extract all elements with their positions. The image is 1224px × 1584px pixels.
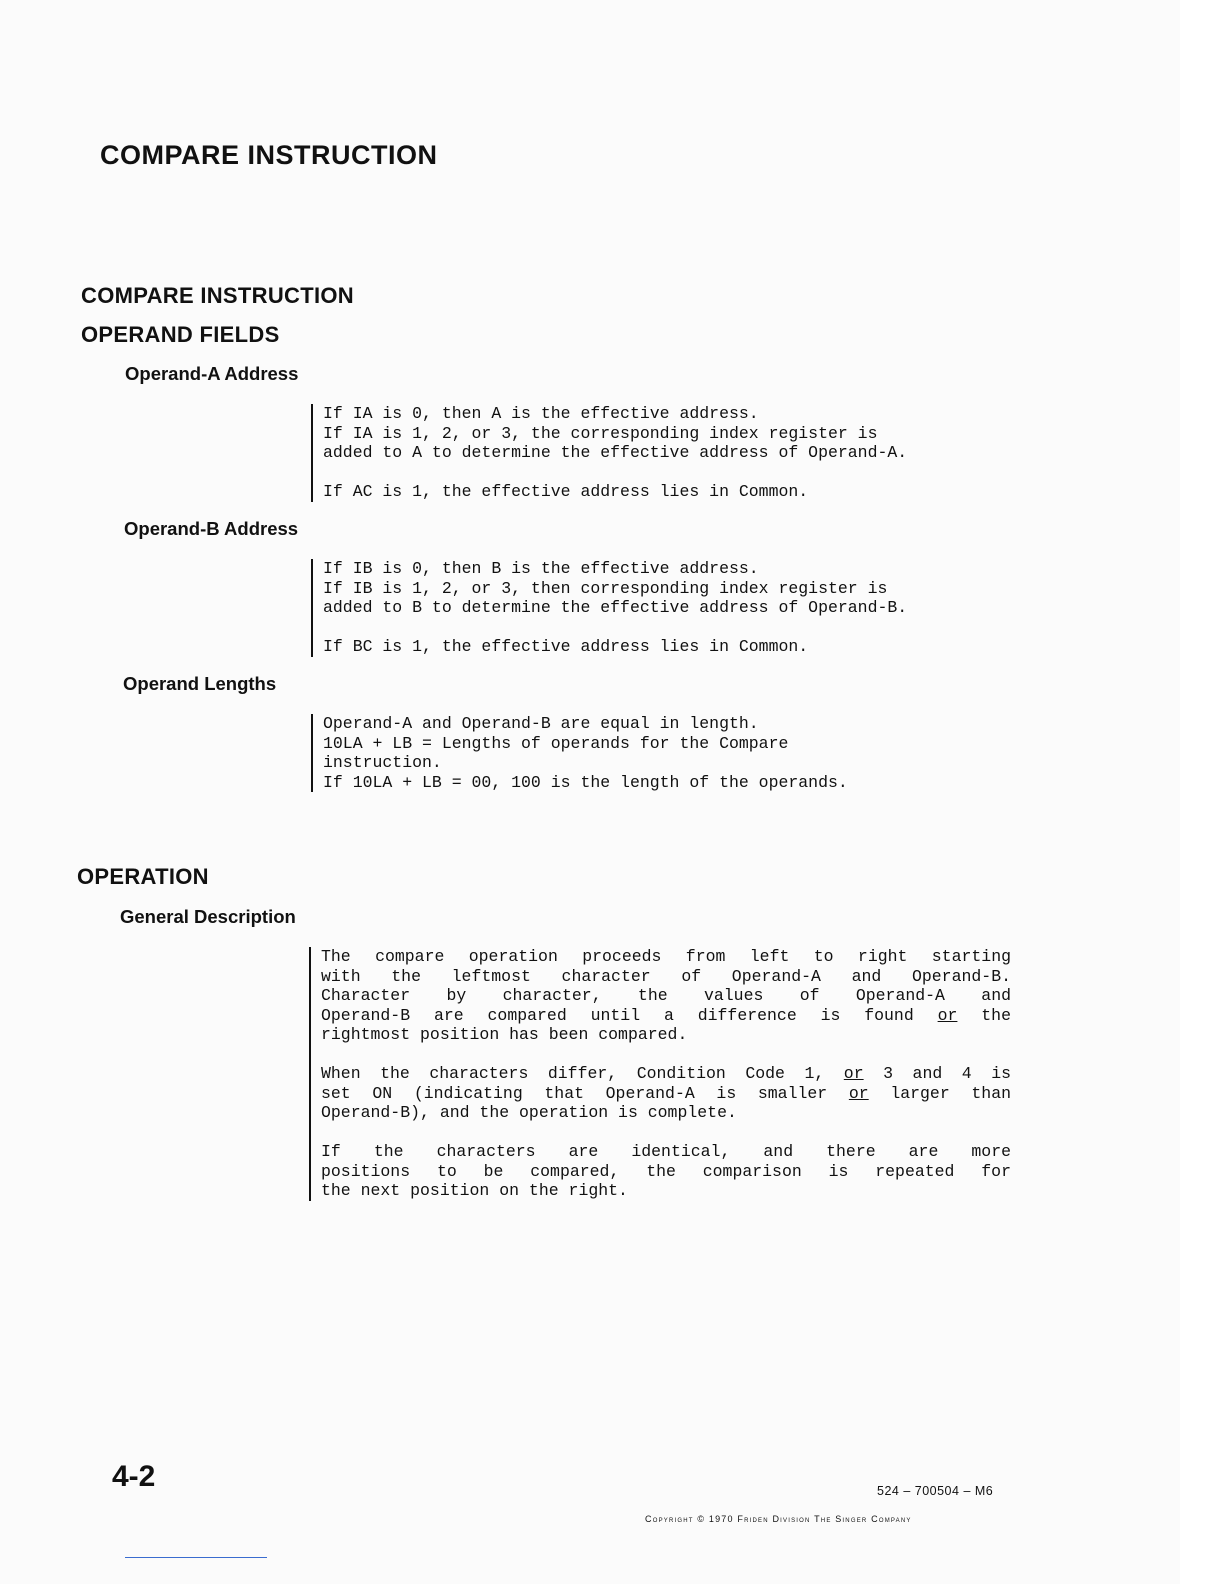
spacer xyxy=(321,1045,1011,1065)
copyright-notice: Copyright © 1970 Friden Division The Singer Company xyxy=(645,1514,912,1524)
subheading-operand-lengths: Operand Lengths xyxy=(123,673,277,694)
operand-lengths-line: instruction. xyxy=(323,753,442,772)
spacer xyxy=(323,463,907,483)
operand-b-block xyxy=(311,559,907,657)
operand-a-line: If IA is 0, then A is the effective address. xyxy=(323,404,759,423)
operand-b-note: If BC is 1, the effective address lies in Common. xyxy=(323,637,809,656)
underlined-or: or xyxy=(937,1005,958,1025)
description-line xyxy=(321,1006,1011,1026)
section-title-operation: OPERATION xyxy=(77,864,209,889)
text-fragment: set ON (indicating that Operand-A is smaller xyxy=(321,1083,828,1103)
description-line: positions to be compared, the comparison is repeated for xyxy=(321,1161,1011,1181)
description-line: with the leftmost character of Operand-A and Operand-B. xyxy=(321,966,1011,986)
description-line: If the characters are identical, and there are more xyxy=(321,1142,1011,1161)
document-number: 524 – 700504 – M6 xyxy=(877,1484,994,1498)
text-fragment: the xyxy=(981,1005,1011,1025)
operand-lengths-line: Operand-A and Operand-B are equal in length. xyxy=(323,714,759,733)
bottom-rule xyxy=(125,1557,267,1558)
operand-b-line: If IB is 0, then B is the effective address. xyxy=(323,559,759,578)
section-title-compare: COMPARE INSTRUCTION xyxy=(81,283,354,308)
operand-lengths-line: 10LA + LB = Lengths of operands for the Compare xyxy=(323,733,789,753)
description-line: the next position on the right. xyxy=(321,1181,628,1200)
description-line xyxy=(321,1084,1011,1104)
page-number: 4-2 xyxy=(112,1460,156,1493)
operand-a-block xyxy=(311,404,907,502)
subheading-general-description: General Description xyxy=(120,906,296,927)
operand-a-line: added to A to determine the effective address of Operand-A. xyxy=(323,443,908,462)
spacer xyxy=(323,618,907,638)
description-line: Character by character, the values of Operand-A and xyxy=(321,986,1011,1005)
operand-lengths-line: If 10LA + LB = 00, 100 is the length of the operands. xyxy=(323,772,848,792)
text-fragment: When the characters differ, Condition Code 1, xyxy=(321,1064,825,1083)
description-line: rightmost position has been compared. xyxy=(321,1025,688,1044)
description-line: The compare operation proceeds from left to right starting xyxy=(321,947,1011,966)
section-title-operand-fields: OPERAND FIELDS xyxy=(81,322,280,347)
operand-b-line: If IB is 1, 2, or 3, then corresponding index register is xyxy=(323,578,888,598)
description-line: Operand-B), and the operation is complete. xyxy=(321,1103,737,1122)
spacer xyxy=(321,1123,1011,1143)
text-fragment: larger than xyxy=(890,1083,1011,1103)
page-title: COMPARE INSTRUCTION xyxy=(100,140,438,170)
operand-b-line: added to B to determine the effective address of Operand-B. xyxy=(323,598,908,617)
text-fragment: 3 and 4 is xyxy=(883,1064,1012,1083)
text-fragment: Operand-B are compared until a difference is found xyxy=(321,1005,914,1025)
operand-a-line: If IA is 1, 2, or 3, the corresponding index register is xyxy=(323,423,878,443)
underlined-or: or xyxy=(848,1083,869,1103)
subheading-operand-b: Operand-B Address xyxy=(124,518,299,539)
operand-lengths-block xyxy=(311,714,848,792)
underlined-or: or xyxy=(843,1064,864,1083)
description-line xyxy=(321,1064,1011,1084)
subheading-operand-a: Operand-A Address xyxy=(125,363,299,384)
general-description-block xyxy=(309,947,1011,1201)
operand-a-note: If AC is 1, the effective address lies in Common. xyxy=(323,482,809,501)
